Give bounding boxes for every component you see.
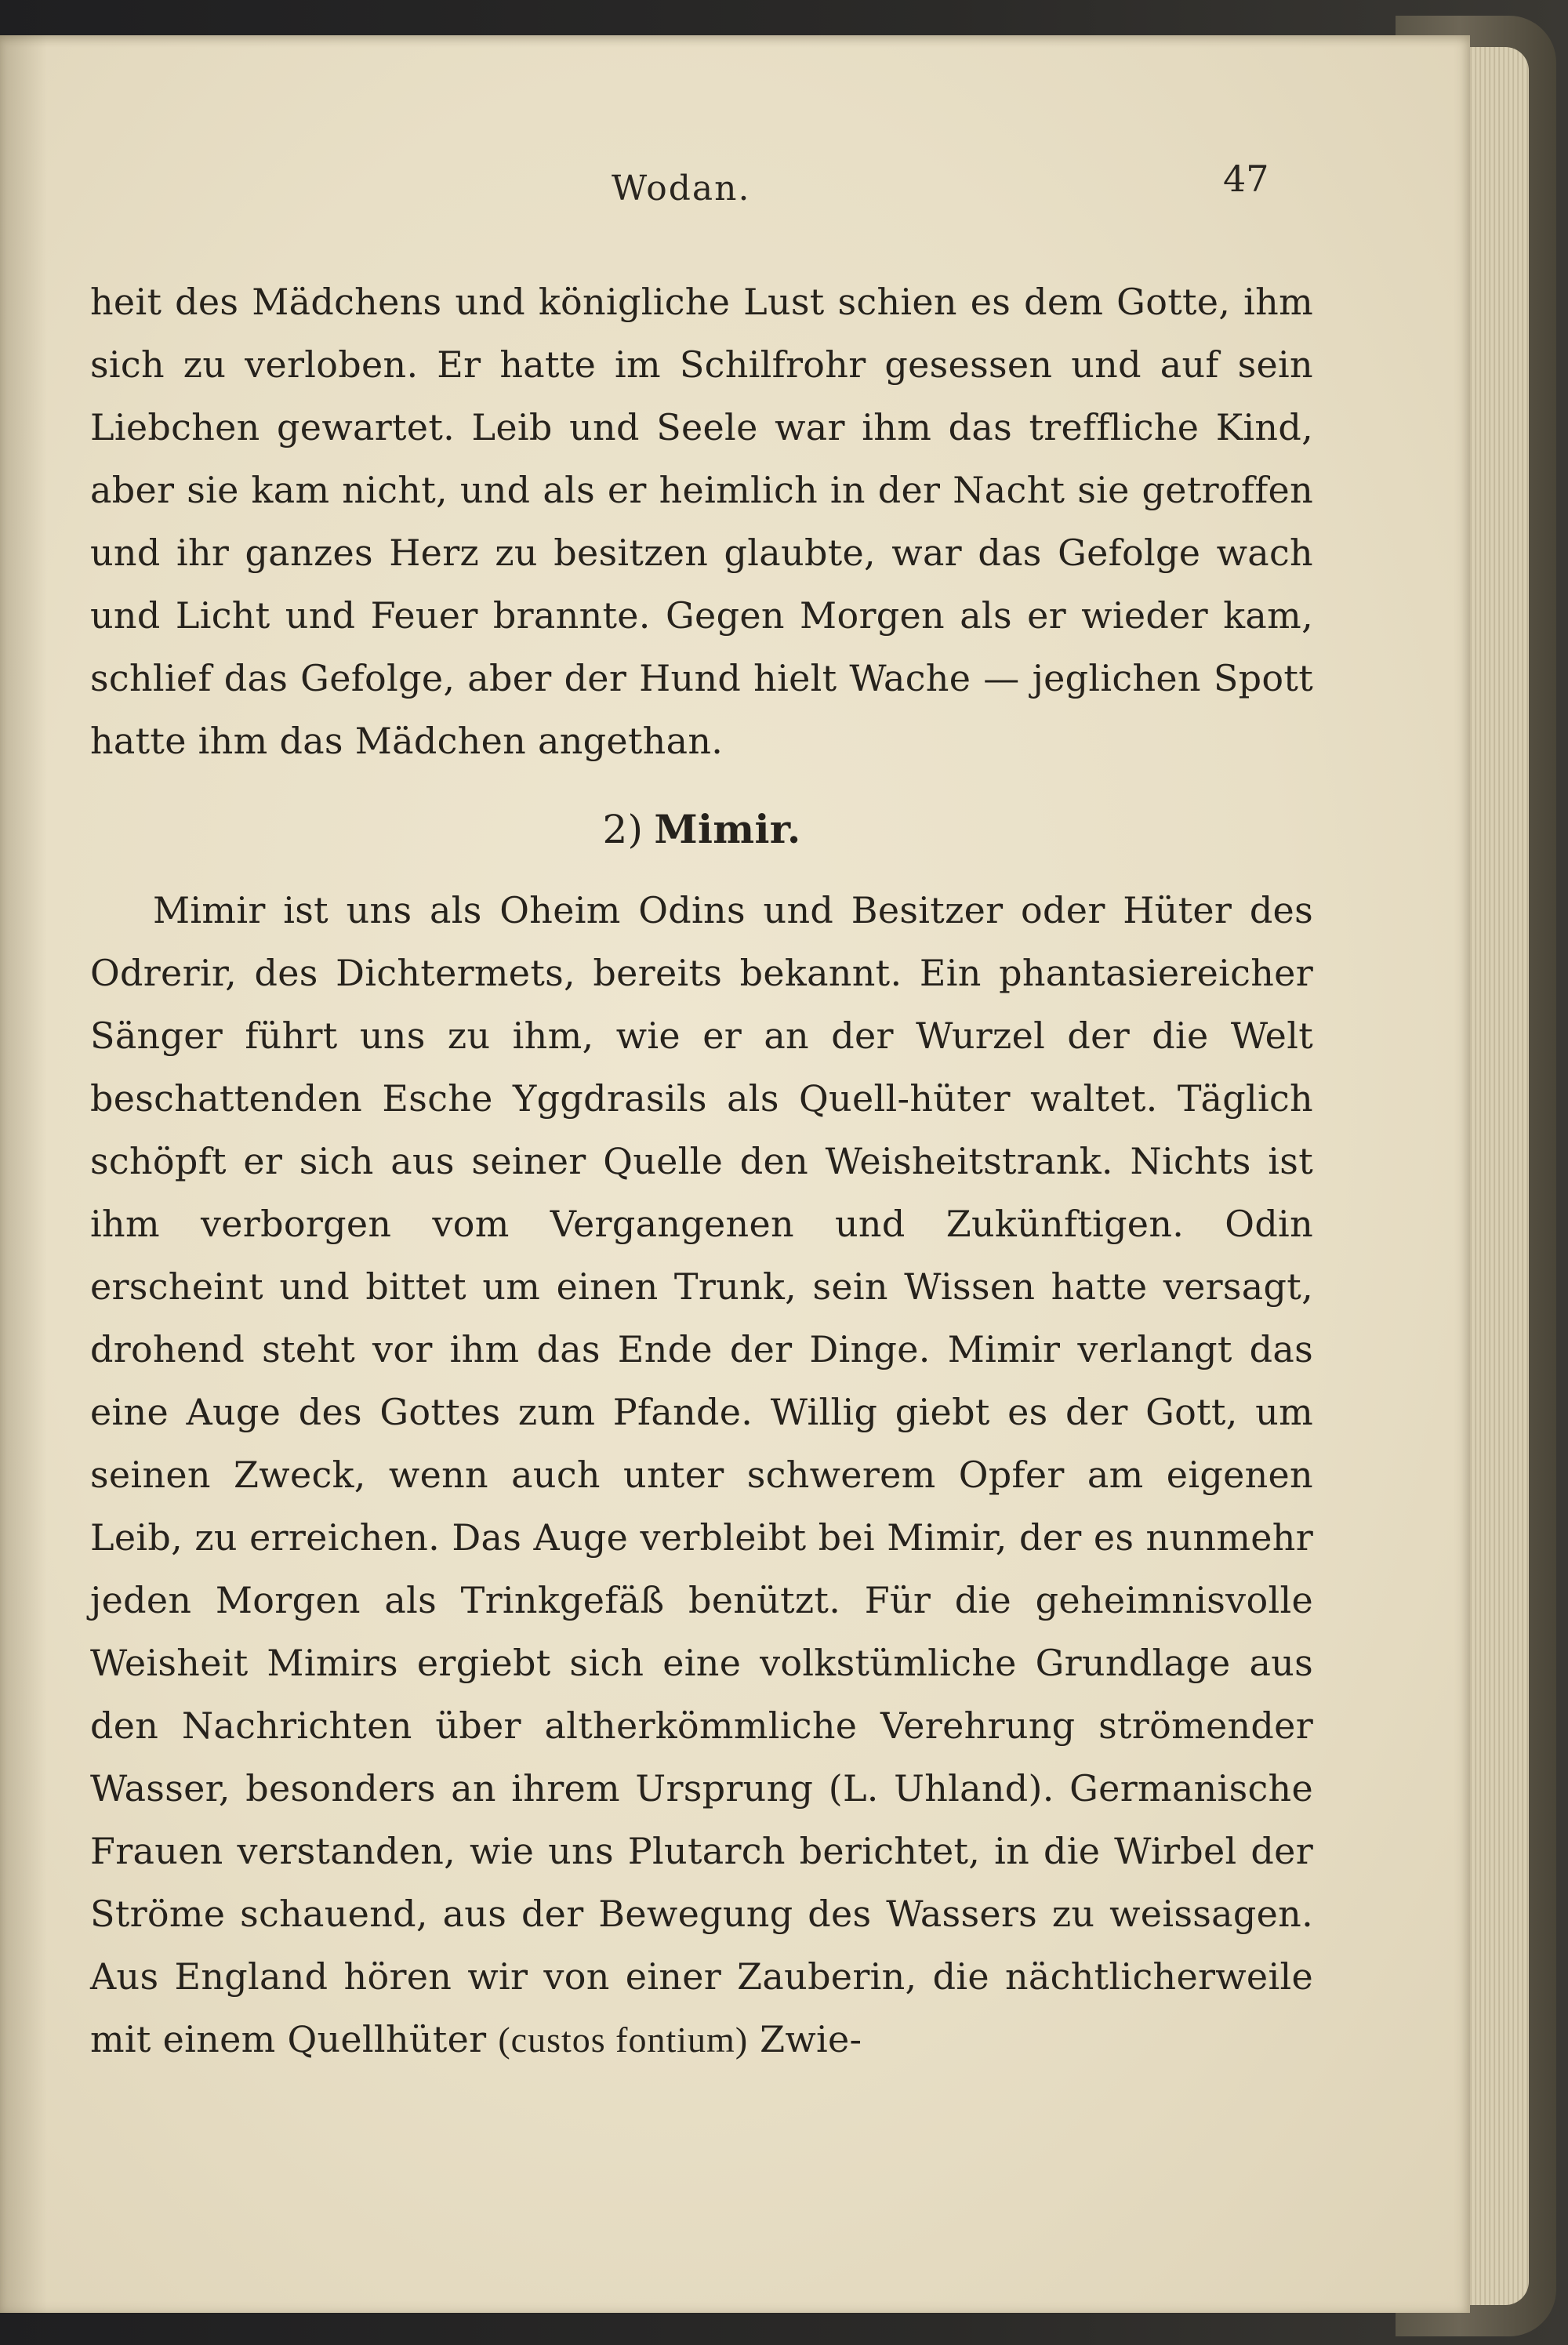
section-heading [90,794,1313,865]
running-head [0,158,1470,223]
paragraph-1: heit des Mädchens und königliche Lust schien es dem Gotte, ihm sich zu verloben. Er hatte im Schilfrohr gesessen und auf sein Liebchen gewartet. Leib und Seele war ihm das treffliche Kind, aber sie kam nicht, und als er heimlich in der Nacht sie getroffen und ihr ganzes Herz zu besitzen glaubte, war das Gefolge wach und Licht und Feuer brannte. Gegen Morgen als er wieder kam, schlief das Gefolge, aber der Hund hielt Wache — jeglichen Spott hatte ihm das Mädchen angethan. [90,281,1313,762]
running-title: Wodan. [612,169,751,209]
paragraph-2-end: Zwie- [760,2018,862,2060]
text-block [90,270,1313,2071]
latin-phrase: (custos fontium) [498,2020,749,2060]
paragraph-2-text: Mimir ist uns als Oheim Odins und Besitzer oder Hüter des Odrerir, des Dichtermets, bereits bekannt. Ein phantasiereicher Sänger führt uns zu ihm, wie er an der Wurzel der die Welt beschattenden Esche Yggdrasils als Quell-hüter waltet. Täglich schöpft er sich aus seiner Quelle den Weisheitstrank. Nichts ist ihm verborgen vom Vergangenen und Zukünftigen. Odin erscheint und bittet um einen Trunk, sein Wissen hatte versagt, drohend steht vor ihm das Ende der Dinge. Mimir verlangt das eine Auge des Gottes zum Pfande. Willig giebt es der Gott, um seinen Zweck, wenn auch unter schwerem Opfer am eigenen Leib, zu erreichen. Das Auge verbleibt bei Mimir, der es nunmehr jeden Morgen als Trinkgefäß benützt. Für die geheimnisvolle Weisheit Mimirs ergiebt sich eine volkstümliche Grundlage aus den Nachrichten über altherkömmliche Verehrung strömender Wasser, besonders an ihrem Ursprung (L. Uhland). Germanische Frauen verstanden, wie uns Plutarch berichtet, in die Wirbel der Ströme schauend, aus der Bewegung des Wassers zu weissagen. Aus England hören wir von einer Zauberin, die nächtlicherweile mit einem Quellhüter [90,889,1313,2060]
section-number: 2) [602,807,644,852]
spine-shadow [0,35,47,2313]
section-title: Mimir. [654,806,801,852]
page-number: 47 [1223,158,1269,200]
book-page [0,35,1470,2313]
paragraph-2 [90,879,1313,2071]
